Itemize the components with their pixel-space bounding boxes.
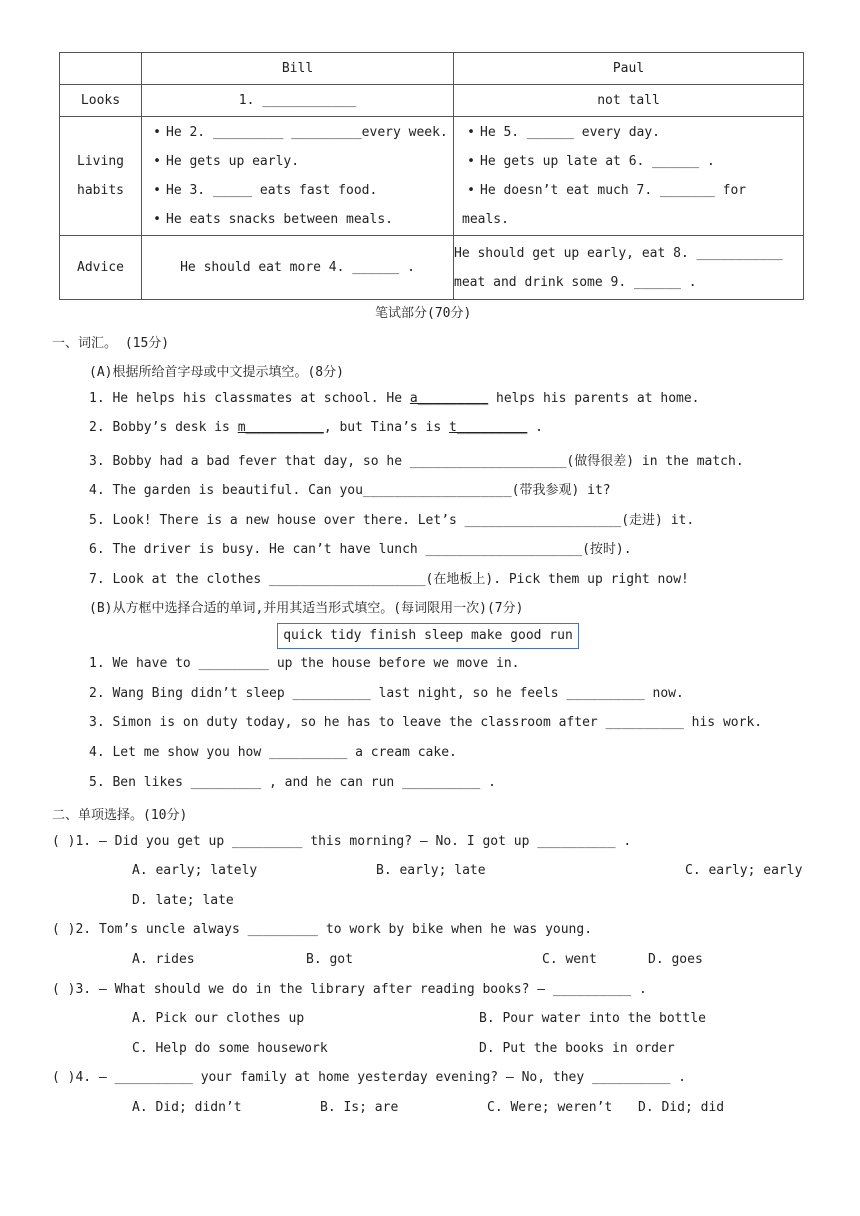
q1-option-c: C. early; early	[685, 863, 803, 878]
section-heading: 笔试部分(70分)	[375, 306, 472, 321]
part2-title: 二、单项选择。(10分)	[52, 808, 188, 823]
q2-option-d: D. goes	[648, 952, 703, 967]
item-blank: t_________	[449, 420, 528, 435]
question-1-stem: ( )1. — Did you get up _________ this morning? — No. I got up __________ .	[52, 834, 632, 849]
q2-option-a: A. rides	[132, 952, 195, 967]
item-text: 1. He helps his classmates at school. He	[89, 391, 410, 406]
table-header-empty	[60, 53, 142, 85]
item-text: .	[527, 420, 543, 435]
paul-looks: not tall	[454, 85, 804, 117]
habits-label-line1: Living	[77, 154, 124, 169]
part-b-item-2: 2. Wang Bing didn’t sleep __________ last night, so he feels __________ now.	[89, 686, 684, 701]
question-2-stem: ( )2. Tom’s uncle always _________ to work by bike when he was young.	[52, 922, 593, 937]
item-blank: m__________	[237, 420, 324, 435]
paul-habits	[454, 117, 804, 236]
part-b-item-4: 4. Let me show you how __________ a cream cake.	[89, 745, 457, 760]
habits-label-line2: habits	[77, 183, 124, 198]
part-b-instruction: (B)从方框中选择合适的单词,并用其适当形式填空。(每词限用一次)(7分)	[89, 601, 524, 616]
part-a-item-3: 3. Bobby had a bad fever that day, so he ____________________(做得很差) in the match.	[89, 454, 744, 469]
q1-option-b: B. early; late	[376, 863, 486, 878]
item-text: , but Tina’s is	[323, 420, 450, 435]
part1-title: 一、词汇。 (15分)	[52, 336, 170, 351]
table-header-paul: Paul	[454, 53, 804, 85]
paul-advice	[454, 236, 804, 300]
bill-habit-item: • He eats snacks between meals.	[148, 205, 449, 234]
paul-habit-item: • He doesn’t eat much 7. _______ for meals.	[462, 176, 799, 234]
part-b-item-1: 1. We have to _________ up the house before we move in.	[89, 656, 520, 671]
item-blank: a_________	[409, 391, 489, 406]
part-a-item-7: 7. Look at the clothes ____________________(在地板上). Pick them up right now!	[89, 572, 689, 587]
bill-habit-item: • He 3. _____ eats fast food.	[148, 176, 449, 205]
info-table	[59, 52, 804, 300]
table-header-bill: Bill	[142, 53, 454, 85]
q4-option-d: D. Did; did	[638, 1100, 725, 1115]
question-4-stem: ( )4. — __________ your family at home yesterday evening? — No, they __________ .	[52, 1070, 686, 1085]
paul-advice-line1: He should get up early, eat 8. ___________	[454, 245, 783, 261]
part-a-item-1	[89, 391, 700, 406]
bill-habit-item: • He 2. _________ _________every week.	[148, 118, 449, 147]
part-a-item-6: 6. The driver is busy. He can’t have lunch ____________________(按时).	[89, 542, 632, 557]
row-label-habits	[60, 117, 142, 236]
paul-habit-item: • He 5. ______ every day.	[462, 118, 799, 147]
bill-habits	[142, 117, 454, 236]
row-label-advice: Advice	[60, 236, 142, 300]
item-text: helps his parents at home.	[488, 391, 700, 406]
item-text: 2. Bobby’s desk is	[89, 420, 238, 435]
row-label-looks: Looks	[60, 85, 142, 117]
part-a-item-4: 4. The garden is beautiful. Can you___________________(带我参观) it?	[89, 483, 611, 498]
q2-option-b: B. got	[306, 952, 353, 967]
part-a-item-2	[89, 420, 543, 435]
part-a-item-5: 5. Look! There is a new house over there. Let’s ____________________(走进) it.	[89, 513, 695, 528]
bill-advice: He should eat more 4. ______ .	[142, 236, 454, 300]
part-b-item-5: 5. Ben likes _________ , and he can run __________ .	[89, 775, 496, 790]
q3-option-a: A. Pick our clothes up	[132, 1011, 305, 1026]
bill-looks: 1. ____________	[142, 85, 454, 117]
q2-option-c: C. went	[542, 952, 597, 967]
word-box: quick tidy finish sleep make good run	[277, 623, 579, 649]
part-a-instruction: (A)根据所给首字母或中文提示填空。(8分)	[89, 365, 344, 380]
q4-option-a: A. Did; didn’t	[132, 1100, 242, 1115]
question-3-stem: ( )3. — What should we do in the library after reading books? — __________ .	[52, 982, 647, 997]
part-b-item-3: 3. Simon is on duty today, so he has to leave the classroom after __________ his work.	[89, 715, 763, 730]
q1-option-d: D. late; late	[132, 893, 234, 908]
q4-option-b: B. Is; are	[320, 1100, 399, 1115]
q4-option-c: C. Were; weren’t	[487, 1100, 613, 1115]
q3-option-c: C. Help do some housework	[132, 1041, 328, 1056]
bill-habit-item: • He gets up early.	[148, 147, 449, 176]
paul-advice-line2: meat and drink some 9. ______ .	[454, 274, 697, 290]
paul-habit-item: • He gets up late at 6. ______ .	[462, 147, 799, 176]
q3-option-b: B. Pour water into the bottle	[479, 1011, 706, 1026]
q3-option-d: D. Put the books in order	[479, 1041, 675, 1056]
q1-option-a: A. early; lately	[132, 863, 258, 878]
